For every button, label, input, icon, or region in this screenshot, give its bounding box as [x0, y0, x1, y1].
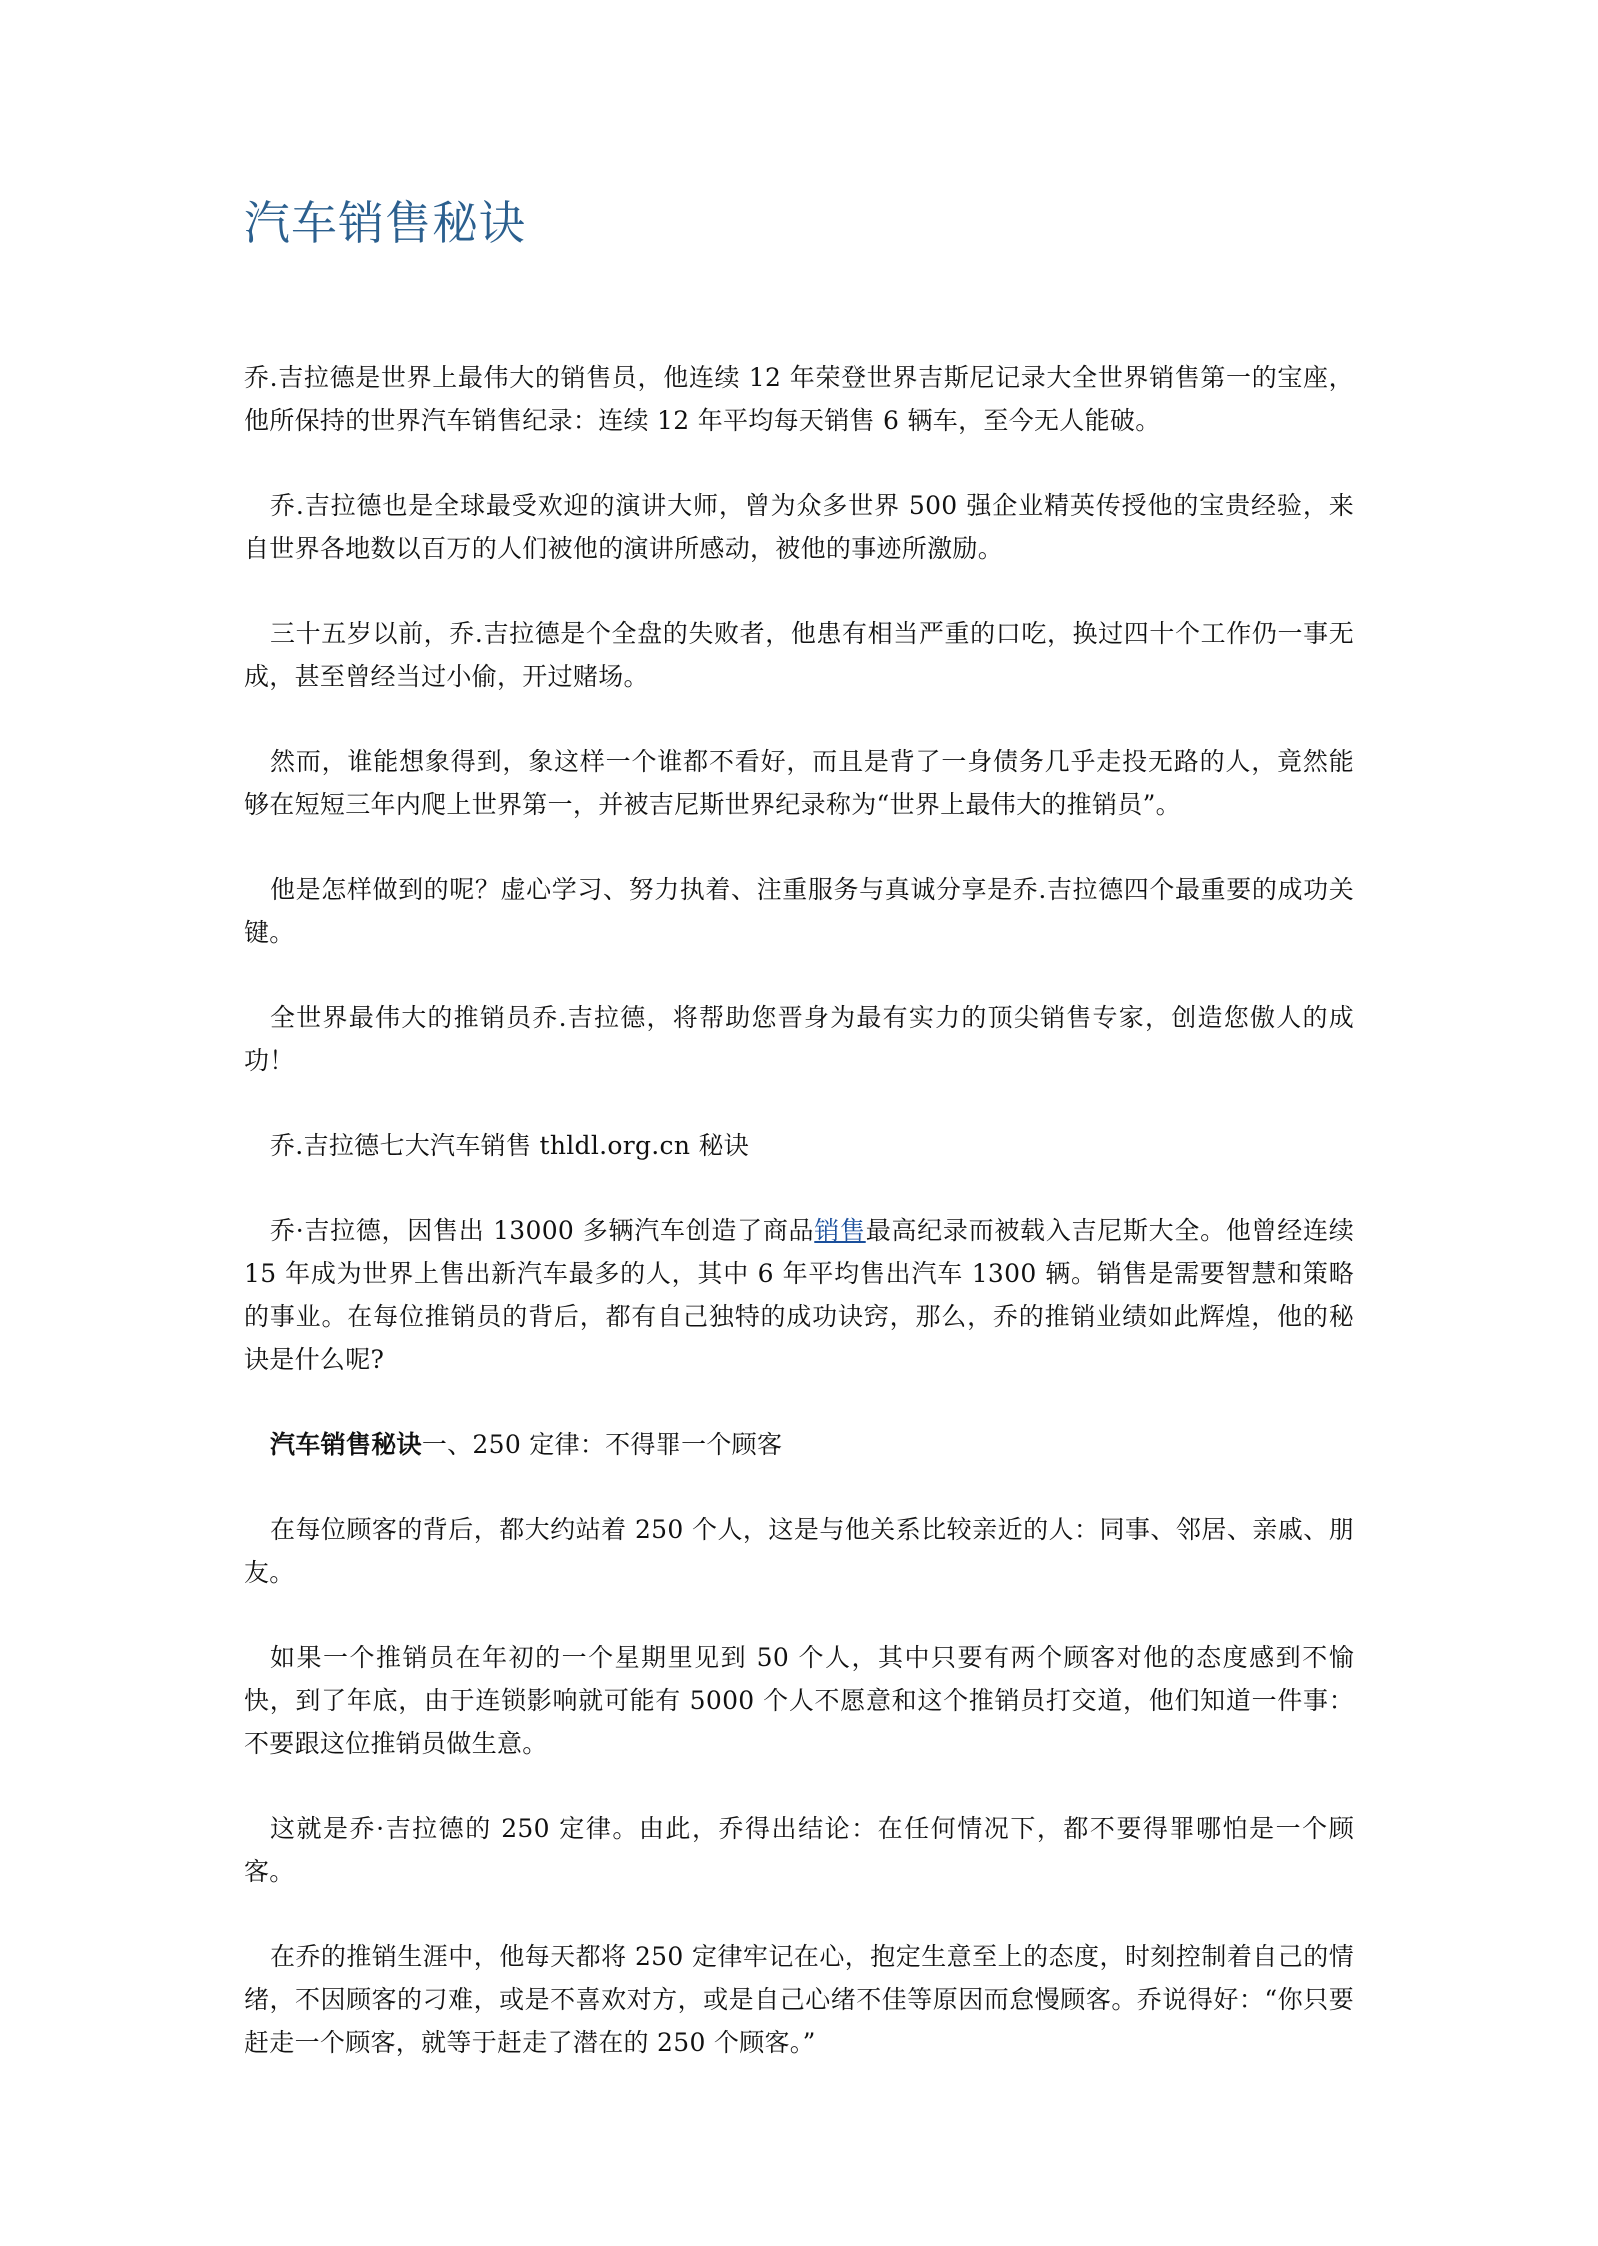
section-heading-1	[244, 1423, 1354, 1466]
sales-link[interactable]: 销售	[814, 1216, 866, 1245]
paragraph-12: 在乔的推销生涯中，他每天都将 250 定律牢记在心，抱定生意至上的态度，时刻控制着自己的情绪，不因顾客的刁难，或是不喜欢对方，或是自己心绪不佳等原因而怠慢顾客。乔说得好：“你只要赶走一个顾客，就等于赶走了潜在的 250 个顾客。”	[244, 1942, 1354, 2057]
paragraph-4: 然而，谁能想象得到，象这样一个谁都不看好，而且是背了一身债务几乎走投无路的人，竟然能够在短短三年内爬上世界第一，并被吉尼斯世界纪录称为“世界上最伟大的推销员”。	[244, 747, 1354, 819]
paragraph-3: 三十五岁以前，乔.吉拉德是个全盘的失败者，他患有相当严重的口吃，换过四十个工作仍一事无成，甚至曾经当过小偷，开过赌场。	[244, 619, 1354, 691]
section-heading-bold: 汽车销售秘诀	[270, 1430, 422, 1459]
paragraph-8	[244, 1209, 1354, 1381]
paragraph-8-after: 最高纪录而被载入吉尼斯大全。他曾经连续 15 年成为世界上售出新汽车最多的人，其中 6 年平均售出汽车 1300 辆。销售是需要智慧和策略的事业。在每位推销员的背后，都有自己独特的成功诀窍，那么，乔的推销业绩如此辉煌，他的秘诀是什么呢?	[244, 1216, 1355, 1374]
paragraph-5: 他是怎样做到的呢？虚心学习、努力执着、注重服务与真诚分享是乔.吉拉德四个最重要的成功关键。	[244, 875, 1354, 947]
paragraph-11: 这就是乔·吉拉德的 250 定律。由此，乔得出结论：在任何情况下，都不要得罪哪怕是一个顾客。	[244, 1814, 1354, 1886]
paragraph-2: 乔.吉拉德也是全球最受欢迎的演讲大师，曾为众多世界 500 强企业精英传授他的宝贵经验，来自世界各地数以百万的人们被他的演讲所感动，被他的事迹所激励。	[244, 491, 1354, 563]
document-body	[244, 356, 1354, 2106]
section-heading-rest: 一、250 定律：不得罪一个顾客	[421, 1430, 783, 1459]
paragraph-6: 全世界最伟大的推销员乔.吉拉德，将帮助您晋身为最有实力的顶尖销售专家，创造您傲人的成功！	[244, 1003, 1354, 1075]
paragraph-9: 在每位顾客的背后，都大约站着 250 个人，这是与他关系比较亲近的人：同事、邻居、亲戚、朋友。	[244, 1515, 1354, 1587]
paragraph-8-before: 乔·吉拉德，因售出 13000 多辆汽车创造了商品	[270, 1216, 815, 1245]
paragraph-10: 如果一个推销员在年初的一个星期里见到 50 个人，其中只要有两个顾客对他的态度感到不愉快，到了年底，由于连锁影响就可能有 5000 个人不愿意和这个推销员打交道，他们知道一件事：不要跟这位推销员做生意。	[244, 1643, 1354, 1758]
document-title: 汽车销售秘诀	[244, 196, 526, 250]
paragraph-7: 乔.吉拉德七大汽车销售 thldl.org.cn 秘诀	[270, 1131, 750, 1160]
paragraph-1: 乔.吉拉德是世界上最伟大的销售员，他连续 12 年荣登世界吉斯尼记录大全世界销售第一的宝座，他所保持的世界汽车销售纪录：连续 12 年平均每天销售 6 辆车，至今无人能破。	[244, 363, 1354, 435]
